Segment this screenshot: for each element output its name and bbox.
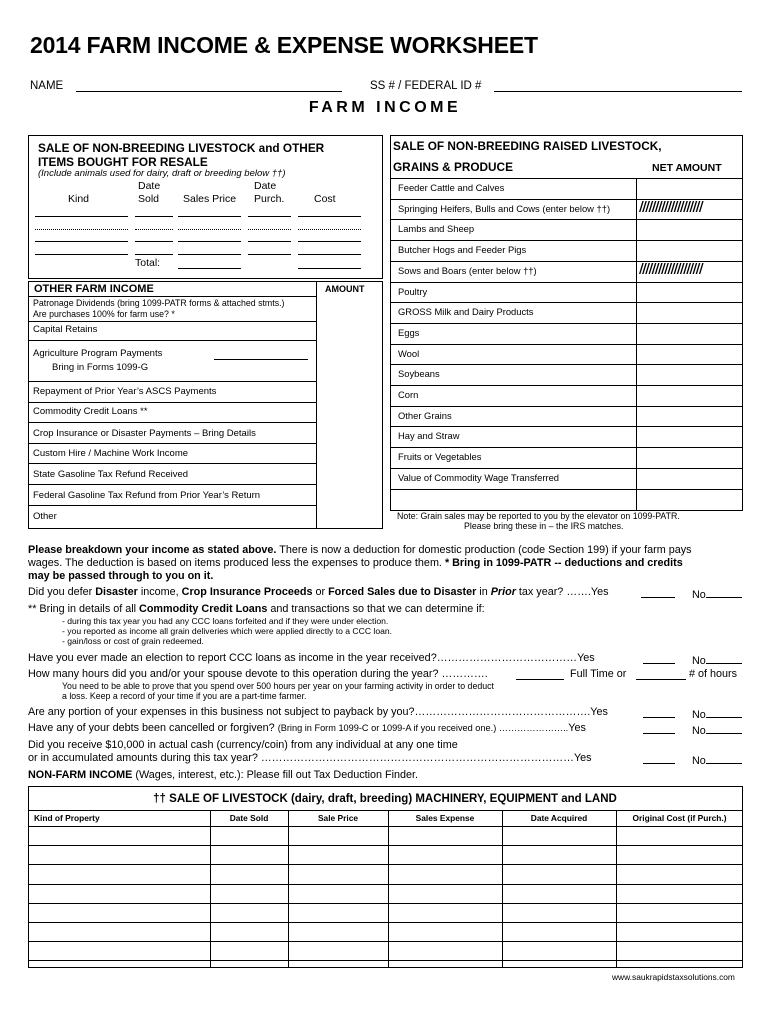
ofi-row-line-1 <box>28 321 316 322</box>
col-sold: Sold <box>138 193 160 205</box>
purch-line-4[interactable] <box>248 254 291 255</box>
table-row[interactable] <box>29 846 742 863</box>
breakdown-line-2 <box>28 557 683 569</box>
ofi-other: Other <box>33 511 57 522</box>
cost-line-3[interactable] <box>298 241 361 242</box>
q4-sub-1: You need to be able to prove that you spend over 500 hours per year on your farming activity in order to deduct <box>62 681 494 691</box>
raised-title-1: SALE OF NON-BREEDING RAISED LIVESTOCK, <box>393 139 662 153</box>
total-cost-field[interactable] <box>298 268 361 269</box>
col-purch: Purch. <box>254 193 285 205</box>
net-amount-header: NET AMOUNT <box>652 162 722 174</box>
left-box-title-1: SALE OF NON-BREEDING LIVESTOCK and OTHER <box>38 141 325 155</box>
raised-item: Value of Commodity Wage Transferred <box>398 471 560 483</box>
raised-item: Wool <box>398 347 420 359</box>
col-kind: Kind <box>68 193 90 205</box>
kind-line-3[interactable] <box>35 241 128 242</box>
q5-yes-field[interactable] <box>643 706 675 721</box>
price-line-4[interactable] <box>178 254 241 255</box>
q2-c: and transactions so that we can determine if: <box>267 603 485 615</box>
table-col-header: Sales Expense <box>415 813 475 823</box>
table-col-header: Date Acquired <box>530 813 588 823</box>
total-label: Total: <box>135 257 161 269</box>
ofi-row-line-4 <box>28 402 316 403</box>
q-cash-10000-line2 <box>28 752 592 764</box>
ofi-row-line-6 <box>28 443 316 444</box>
other-farm-income-title: OTHER FARM INCOME <box>34 283 154 295</box>
raised-item: Hay and Straw <box>398 430 460 442</box>
q-ccc-election <box>28 652 595 664</box>
q1-d: Crop Insurance Proceeds <box>181 586 313 598</box>
raised-title-2: GRAINS & PRODUCE <box>393 160 513 174</box>
raised-item: Soybeans <box>398 368 440 380</box>
patronage-line-2: Are purchases 100% for farm use? * <box>33 309 175 319</box>
amount-col-divider <box>316 281 317 529</box>
ofi-row-line-8 <box>28 484 316 485</box>
q2-b: Commodity Credit Loans <box>139 603 268 615</box>
ofi-custom-hire: Custom Hire / Machine Work Income <box>33 448 189 459</box>
q6-a: Have any of your debts been cancelled or forgiven? <box>28 722 278 734</box>
ofi-row-line-9 <box>28 505 316 506</box>
q4-full-time-label: Full Time or <box>570 668 627 680</box>
purch-line-3[interactable] <box>248 241 291 242</box>
nonfarm-b: (Wages, interest, etc.): Please fill out Tax Deduction Finder. <box>132 769 419 781</box>
q5-no-label: No <box>692 709 706 721</box>
nonfarm-a: NON-FARM INCOME <box>28 769 133 781</box>
kind-line-4[interactable] <box>35 254 128 255</box>
non-farm-income <box>28 769 418 781</box>
q4-full-time-field[interactable] <box>516 668 564 683</box>
q4-sub-2: a loss. Keep a record of your time if you are a part-time farmer. <box>62 691 307 701</box>
sold-line-4[interactable] <box>135 254 173 255</box>
q7-yes-field[interactable] <box>643 752 675 767</box>
raised-net-amount-field[interactable] <box>637 427 742 446</box>
raised-item: Butcher Hogs and Feeder Pigs <box>398 244 527 256</box>
raised-net-amount-field[interactable] <box>637 179 742 198</box>
q-defer-disaster <box>28 586 609 598</box>
kind-line-1[interactable] <box>35 216 128 217</box>
q-hours <box>28 668 488 680</box>
left-box-title-2: ITEMS BOUGHT FOR RESALE <box>38 155 208 169</box>
q5-yes-label: Yes <box>590 706 608 718</box>
purch-line-1[interactable] <box>248 216 291 217</box>
ofi-row-line-2 <box>28 340 316 341</box>
q6-yes-field[interactable] <box>643 722 675 737</box>
cost-line-1[interactable] <box>298 216 361 217</box>
q-expenses-payback <box>28 706 608 718</box>
table-row[interactable] <box>29 885 742 902</box>
raised-net-amount-field[interactable] <box>637 386 742 405</box>
ssid-field[interactable] <box>494 91 742 92</box>
q3-yes-label: Yes <box>577 652 595 664</box>
raised-net-amount-field[interactable] <box>637 241 742 260</box>
breakdown-line2-a: wages. The deduction is based on items produced less the expenses to produce them. <box>28 557 445 569</box>
ofi-ag-program: Agriculture Program Payments <box>33 348 163 359</box>
total-price-field[interactable] <box>178 268 241 269</box>
ag-program-field[interactable] <box>214 359 308 360</box>
q3-yes-field[interactable] <box>643 652 675 667</box>
price-line-3[interactable] <box>178 241 241 242</box>
ofi-state-gas: State Gasoline Tax Refund Received <box>33 469 189 480</box>
amount-header: AMOUNT <box>325 284 365 294</box>
q1-g: in <box>476 586 491 598</box>
q1-c: income, <box>137 586 182 598</box>
page-title: 2014 FARM INCOME & EXPENSE WORKSHEET <box>30 32 538 58</box>
q1-b: Disaster <box>95 586 138 598</box>
col-date-sold-top: Date <box>138 180 161 192</box>
table-row[interactable] <box>29 865 742 882</box>
raised-net-amount-field[interactable] <box>637 365 742 384</box>
ofi-row-line-5 <box>28 422 316 423</box>
raised-item: Corn <box>398 389 419 400</box>
price-line-2 <box>178 229 241 230</box>
q1-h: Prior <box>490 586 516 598</box>
raised-row-line <box>390 489 743 490</box>
q7-no[interactable] <box>692 752 742 767</box>
q1-yes-field[interactable] <box>641 586 675 601</box>
hatch-heifers: //////////////////// <box>639 200 702 215</box>
q5-text: Are any portion of your expenses in this business not subject to payback by you?…………………………………………. <box>28 706 591 718</box>
q3-text: Have you ever made an election to report CCC loans as income in the year received?………………………………… <box>28 652 578 664</box>
q3-no[interactable] <box>692 652 742 667</box>
q2-sub-3: - gain/loss or cost of grain redeemed. <box>62 636 204 646</box>
ofi-federal-gas: Federal Gasoline Tax Refund from Prior Year’s Return <box>33 490 261 501</box>
table-row[interactable] <box>29 923 742 940</box>
grain-note-2: Please bring these in – the IRS matches. <box>464 521 624 531</box>
q7-yes-label: Yes <box>573 752 592 764</box>
ofi-row-line-3 <box>28 381 316 382</box>
ofi-crop-insurance: Crop Insurance or Disaster Payments – Bring Details <box>33 428 256 439</box>
section-title-farm-income: FARM INCOME <box>308 99 462 116</box>
q4-text: How many hours did you and/or your spouse devote to this operation during the year? …………. <box>28 668 488 680</box>
price-line-1[interactable] <box>178 216 241 217</box>
footer-website: www.saukrapidstaxsolutions.com <box>612 972 735 982</box>
q4-hours-field[interactable] <box>636 668 686 683</box>
q1-e: or <box>312 586 329 598</box>
purch-line-2 <box>248 229 291 230</box>
sold-line-1[interactable] <box>135 216 173 217</box>
raised-net-amount-field[interactable] <box>637 220 742 239</box>
table-row[interactable] <box>29 904 742 921</box>
kind-line-2 <box>35 229 128 230</box>
q1-yes-label: Yes <box>590 586 609 598</box>
ofi-ccc-loans: Commodity Credit Loans ** <box>33 406 148 417</box>
q6-b: (Bring in Form 1099-C or 1099-A if you received one.) ………………….. <box>277 723 569 733</box>
q1-f: Forced Sales due to Disaster <box>328 586 477 598</box>
name-field[interactable] <box>76 91 342 92</box>
sold-line-2 <box>135 229 173 230</box>
q1-no-label: No <box>692 589 706 601</box>
raised-item: Lambs and Sheep <box>398 223 475 235</box>
table-row[interactable] <box>29 827 742 844</box>
breakdown-line-1 <box>28 544 692 556</box>
q7-text: or in accumulated amounts during this tax year? …………………………………………………………………………… <box>28 752 574 764</box>
raised-item: Springing Heifers, Bulls and Cows (enter below ††) <box>398 202 611 214</box>
q2-sub-2: - you reported as income all grain deliveries which were applied directly to a CCC loan. <box>62 626 393 636</box>
raised-item: Poultry <box>398 285 428 297</box>
raised-item: Other Grains <box>398 409 452 421</box>
q6-no[interactable] <box>692 722 742 737</box>
q-ccc-details <box>28 603 485 615</box>
breakdown-line-3: may be passed through to you on it. <box>28 570 214 582</box>
cost-line-4[interactable] <box>298 254 361 255</box>
raised-net-amount-field[interactable] <box>637 345 742 364</box>
patronage-line-1: Patronage Dividends (bring 1099-PATR forms & attached stmts.) <box>33 298 285 308</box>
q4-hours-label: # of hours <box>689 668 738 680</box>
q1-no[interactable] <box>692 586 742 601</box>
ofi-row-line-0 <box>28 296 316 297</box>
q-cash-10000-line1: Did you receive $10,000 in actual cash (currency/coin) from any individual at any one time <box>28 739 458 751</box>
hatch-sows: //////////////////// <box>639 262 702 277</box>
ofi-capital-retains: Capital Retains <box>33 324 98 335</box>
sold-line-3[interactable] <box>135 241 173 242</box>
raised-net-amount-field[interactable] <box>637 469 742 488</box>
q3-no-label: No <box>692 655 706 667</box>
q1-a: Did you defer <box>28 586 96 598</box>
q1-i: tax year? ……. <box>515 586 591 598</box>
ofi-bring-1099g: Bring in Forms 1099-G <box>52 362 149 373</box>
raised-net-amount-field[interactable] <box>637 407 742 426</box>
col-cost: Cost <box>314 193 336 205</box>
q-debts-cancelled <box>28 722 586 734</box>
ofi-row-line-7 <box>28 463 316 464</box>
table-col-header: Sale Price <box>317 813 359 823</box>
q5-no[interactable] <box>692 706 742 721</box>
raised-net-amount-field[interactable] <box>637 324 742 343</box>
left-box-note: (Include animals used for dairy, draft or breeding below ††) <box>38 168 286 179</box>
q6-no-label: No <box>692 725 706 737</box>
col-sales-price: Sales Price <box>183 193 237 205</box>
table-top-line <box>28 810 743 811</box>
raised-net-amount-field[interactable] <box>637 448 742 467</box>
q7-no-label: No <box>692 755 706 767</box>
table-col-header: Kind of Property <box>34 813 100 823</box>
q2-sub-1: - during this tax year you had any CCC loans forfeited and if they were under election. <box>62 616 389 626</box>
raised-item: GROSS Milk and Dairy Products <box>398 306 534 318</box>
raised-item: Sows and Boars (enter below ††) <box>398 264 537 276</box>
breakdown-line2-b: * Bring in 1099-PATR -- deductions and credits <box>444 557 683 569</box>
grain-note-1: Note: Grain sales may be reported to you by the elevator on 1099-PATR. <box>397 511 680 521</box>
raised-item: Eggs <box>398 326 420 338</box>
raised-item: Feeder Cattle and Calves <box>398 182 505 193</box>
q2-a: ** Bring in details of all <box>28 603 140 615</box>
breakdown-rest: There is now a deduction for domestic production (code Section 199) if your farm pays <box>276 544 692 556</box>
ssid-label: SS # / FEDERAL ID # <box>370 80 482 92</box>
table-col-header: Original Cost (if Purch.) <box>632 813 727 823</box>
table-row[interactable] <box>29 942 742 959</box>
col-date-purch-top: Date <box>254 180 277 192</box>
raised-net-amount-field[interactable] <box>637 303 742 322</box>
raised-net-amount-field[interactable] <box>637 283 742 302</box>
cost-line-2 <box>298 229 361 230</box>
q6-yes-label: Yes <box>568 722 586 734</box>
ofi-ascs-repay: Repayment of Prior Year’s ASCS Payments <box>33 386 217 397</box>
table-col-header: Date Sold <box>229 813 269 823</box>
name-label: NAME <box>30 80 64 92</box>
raised-item: Fruits or Vegetables <box>398 451 482 463</box>
breakdown-bold-lead: Please breakdown your income as stated above. <box>28 544 277 556</box>
livestock-table-title: †† SALE OF LIVESTOCK (dairy, draft, breeding) MACHINERY, EQUIPMENT and LAND <box>153 793 617 805</box>
